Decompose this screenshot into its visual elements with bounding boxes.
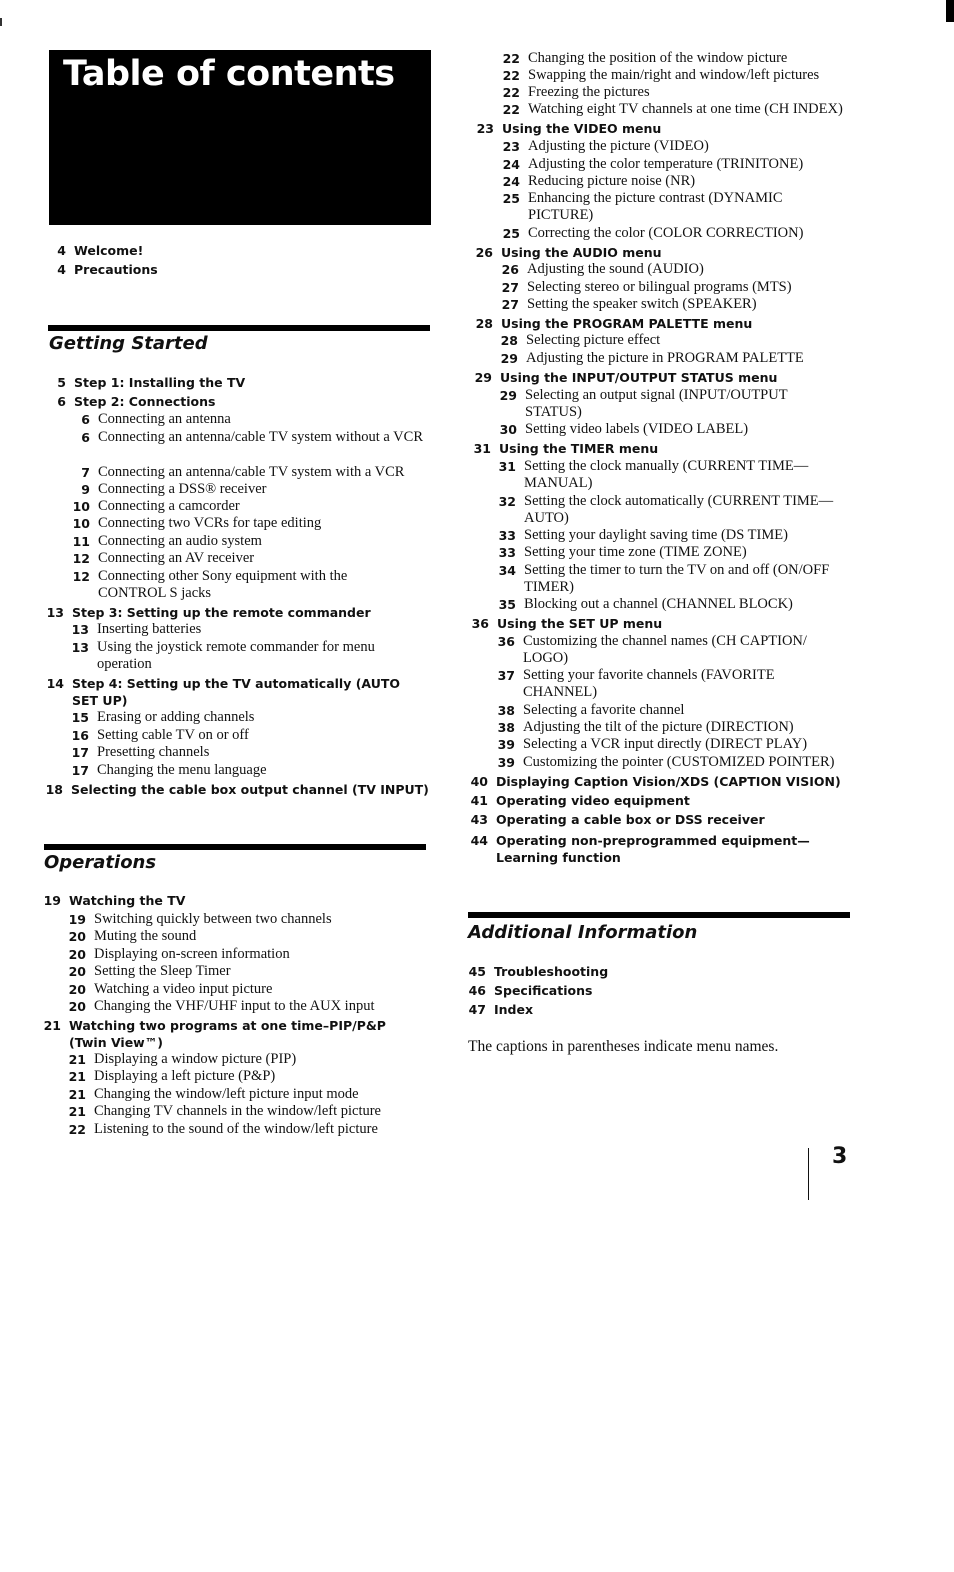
toc-entry (71, 727, 427, 744)
heading-operations: Operations (44, 852, 157, 873)
toc-entry-text: Freezing the pictures (528, 84, 650, 100)
toc-entry (502, 101, 868, 118)
toc-entry (71, 744, 427, 761)
toc-entry-text: Displaying on-screen information (94, 946, 290, 962)
toc-entry (81, 481, 428, 498)
toc-entry-text: Setting the speaker switch (SPEAKER) (527, 296, 757, 312)
toc-page-number: 6 (81, 430, 90, 445)
toc-page-number: 6 (81, 412, 90, 427)
toc-page-number: 45 (468, 964, 486, 979)
toc-section-entry (57, 242, 434, 259)
toc-page-number: 23 (502, 139, 520, 154)
toc-entry (71, 639, 402, 673)
toc-page-number: 19 (43, 893, 61, 908)
toc-entry (501, 296, 857, 313)
toc-entry (72, 568, 373, 602)
toc-page-number: 14 (46, 676, 64, 691)
toc-entry-text: Operating non-preprogrammed equipment—Learning function (496, 833, 810, 865)
toc-entry-text: Switching quickly between two channels (94, 911, 332, 927)
toc-entry-text: Connecting an AV receiver (98, 550, 255, 566)
toc-page-number: 4 (57, 262, 66, 277)
toc-page-number: 20 (68, 964, 86, 979)
toc-entry-text: Watching the TV (69, 893, 186, 908)
toc-page-number: 11 (72, 534, 90, 549)
toc-section-entry (468, 963, 854, 980)
toc-entry-text: Displaying a left picture (P&P) (94, 1068, 276, 1084)
toc-entry-text: Enhancing the picture contrast (DYNAMIC PICTURE) (528, 190, 783, 223)
toc-entry (72, 498, 428, 515)
toc-page-number: 39 (497, 737, 515, 752)
toc-section-entry (57, 393, 434, 410)
toc-entry-text: Using the INPUT/OUTPUT STATUS menu (500, 370, 778, 385)
toc-entry-text: Customizing the pointer (CUSTOMIZED POINTER) (523, 754, 835, 770)
toc-entry (502, 138, 858, 155)
toc-page-number: 9 (81, 482, 90, 497)
toc-page-number: 21 (68, 1069, 86, 1084)
toc-entry (81, 411, 428, 428)
toc-entry-text: Connecting other Sony equipment with the CONTROL S jacks (98, 568, 348, 601)
toc-section-entry (476, 120, 862, 137)
toc-section-entry (474, 369, 860, 386)
toc-page-number: 6 (57, 394, 66, 409)
toc-page-number: 16 (71, 728, 89, 743)
toc-entry-text: Selecting a VCR input directly (DIRECT PLAY) (523, 736, 808, 752)
toc-entry (501, 279, 857, 296)
toc-entry (497, 702, 853, 719)
toc-entry (68, 1086, 424, 1103)
toc-entry-text: Connecting an antenna (98, 411, 231, 427)
toc-page-number: 34 (498, 563, 516, 578)
toc-section-entry (46, 675, 414, 709)
toc-page-number: 21 (43, 1018, 61, 1033)
toc-page-number: 37 (497, 668, 515, 683)
toc-entry (502, 50, 858, 67)
toc-entry (501, 261, 857, 278)
toc-page-number: 30 (499, 422, 517, 437)
toc-page-number: 13 (71, 640, 89, 655)
toc-page-number: 10 (72, 499, 90, 514)
page-number-rule (808, 1148, 809, 1200)
toc-entry-text: Watching a video input picture (94, 981, 273, 997)
toc-section-entry (470, 832, 856, 866)
toc-entry (72, 533, 428, 550)
toc-entry-text: Using the SET UP menu (497, 616, 663, 631)
toc-section-entry (470, 773, 856, 790)
toc-page-number: 20 (68, 929, 86, 944)
toc-entry (68, 1121, 424, 1138)
toc-entry-text: Changing TV channels in the window/left picture (94, 1103, 381, 1119)
toc-page-number: 4 (57, 243, 66, 258)
section-rule-additional-information (468, 912, 850, 918)
toc-entry-text: Setting the clock manually (CURRENT TIME— MANUAL) (524, 458, 809, 491)
toc-entry-text: Using the AUDIO menu (501, 245, 662, 260)
toc-entry (502, 173, 858, 190)
toc-page-number: 12 (72, 551, 90, 566)
toc-entry-text: Watching two programs at one time–PIP/P&P (Twin View™) (69, 1018, 386, 1050)
toc-entry-text: Displaying Caption Vision/XDS (CAPTION VISION) (496, 774, 841, 789)
toc-page-number: 22 (68, 1122, 86, 1137)
toc-page-number: 29 (499, 388, 517, 403)
toc-entry-text: Setting the timer to turn the TV on and off (ON/OFF TIMER) (524, 562, 830, 595)
page-number: 3 (832, 1144, 848, 1169)
toc-entry (497, 633, 838, 667)
toc-entry-text: Operating a cable box or DSS receiver (496, 812, 765, 827)
toc-entry-text: Using the joystick remote commander for menu operation (97, 639, 375, 672)
toc-page-number: 15 (71, 710, 89, 725)
toc-entry-text: Setting video labels (VIDEO LABEL) (525, 421, 749, 437)
toc-entry (68, 946, 424, 963)
toc-section-entry (43, 892, 429, 909)
toc-entry-text: Selecting picture effect (526, 332, 661, 348)
toc-entry-text: Welcome! (74, 243, 144, 258)
toc-entry (497, 719, 853, 736)
footnote: The captions in parentheses indicate menu names. (468, 1038, 779, 1055)
toc-page-number: 25 (502, 226, 520, 241)
toc-entry-text: Using the VIDEO menu (502, 121, 662, 136)
toc-entry (502, 67, 858, 84)
toc-section-entry (470, 792, 856, 809)
toc-page-number: 21 (68, 1104, 86, 1119)
toc-entry-text: Connecting an audio system (98, 533, 262, 549)
toc-entry (502, 84, 858, 101)
toc-entry-text: Index (494, 1002, 534, 1017)
toc-entry (498, 458, 834, 492)
toc-page-number: 29 (500, 351, 518, 366)
toc-page-number: 21 (68, 1087, 86, 1102)
toc-entry-text: Step 1: Installing the TV (74, 375, 246, 390)
toc-page-number: 46 (468, 983, 486, 998)
toc-entry-text: Step 3: Setting up the remote commander (72, 605, 371, 620)
toc-page-number: 33 (498, 528, 516, 543)
toc-entry-text: Connecting an antenna/cable TV system without a VCR (98, 429, 423, 445)
heading-additional-information: Additional Information (468, 922, 698, 943)
toc-page-number: 39 (497, 755, 515, 770)
toc-entry-text: Blocking out a channel (CHANNEL BLOCK) (524, 596, 793, 612)
toc-page-number: 19 (68, 912, 86, 927)
toc-page-number: 44 (470, 833, 488, 848)
toc-entry-text: Correcting the color (COLOR CORRECTION) (528, 225, 804, 241)
toc-page-number: 36 (497, 634, 515, 649)
toc-page-number: 31 (498, 459, 516, 474)
toc-entry-text: Operating video equipment (496, 793, 690, 808)
toc-section-entry (468, 1001, 854, 1018)
toc-page-number: 32 (498, 494, 516, 509)
toc-page-number: 13 (46, 605, 64, 620)
edge-tick (0, 18, 2, 26)
toc-entry (71, 621, 427, 638)
toc-entry-text: Selecting the cable box output channel (TV INPUT) (71, 782, 429, 797)
toc-section-entry (57, 374, 434, 391)
section-rule-operations (44, 844, 426, 850)
toc-entry-text: Step 4: Setting up the TV automatically (AUTO SET UP) (72, 676, 401, 708)
toc-page-number: 7 (81, 465, 90, 480)
toc-entry-text: Adjusting the color temperature (TRINITONE) (528, 156, 804, 172)
toc-entry (498, 493, 854, 527)
toc-page-number: 20 (68, 947, 86, 962)
toc-section-entry (475, 315, 861, 332)
toc-page-number: 26 (475, 245, 493, 260)
toc-entry-text: Muting the sound (94, 928, 197, 944)
toc-entry-text: Adjusting the sound (AUDIO) (527, 261, 704, 277)
toc-entry-text: Erasing or adding channels (97, 709, 255, 725)
toc-section-entry (473, 440, 859, 457)
toc-page-number: 13 (71, 622, 89, 637)
section-rule-getting-started (48, 325, 430, 331)
toc-entry-text: Inserting batteries (97, 621, 202, 637)
toc-entry-text: Swapping the main/right and window/left pictures (528, 67, 820, 83)
toc-entry (502, 156, 858, 173)
toc-entry-text: Using the PROGRAM PALETTE menu (501, 316, 753, 331)
toc-entry (68, 998, 424, 1015)
toc-entry (81, 429, 428, 446)
toc-entry-text: Setting your daylight saving time (DS TIME) (524, 527, 788, 543)
toc-entry-text: Adjusting the picture in PROGRAM PALETTE (526, 350, 804, 366)
toc-page-number: 25 (502, 191, 520, 206)
toc-page-number: 21 (68, 1052, 86, 1067)
toc-page-number: 20 (68, 999, 86, 1014)
toc-page-number: 17 (71, 763, 89, 778)
toc-entry-text: Setting your time zone (TIME ZONE) (524, 544, 747, 560)
toc-entry (81, 464, 438, 481)
toc-entry (502, 225, 858, 242)
toc-entry-text: Selecting stereo or bilingual programs (MTS) (527, 279, 792, 295)
toc-entry (68, 963, 424, 980)
toc-entry (68, 981, 424, 998)
toc-entry-text: Selecting an output signal (INPUT/OUTPUT STATUS) (525, 387, 788, 420)
toc-page-number: 31 (473, 441, 491, 456)
toc-entry-text: Changing the window/left picture input mode (94, 1086, 359, 1102)
toc-page-number: 24 (502, 157, 520, 172)
toc-page-number: 27 (501, 280, 519, 295)
toc-page-number: 17 (71, 745, 89, 760)
toc-entry (68, 928, 424, 945)
toc-page-number: 43 (470, 812, 488, 827)
toc-section-entry (45, 781, 431, 798)
toc-section-entry (46, 604, 432, 621)
toc-page-number: 24 (502, 174, 520, 189)
toc-entry (500, 350, 856, 367)
toc-entry (498, 562, 854, 596)
toc-entry-text: Setting your favorite channels (FAVORITE CHANNEL) (523, 667, 775, 700)
toc-entry (72, 515, 428, 532)
toc-page-number: 38 (497, 720, 515, 735)
toc-entry (497, 736, 853, 753)
toc-entry (68, 1103, 424, 1120)
toc-entry-text: Setting cable TV on or off (97, 727, 249, 743)
toc-entry (498, 544, 854, 561)
toc-page-number: 28 (475, 316, 493, 331)
toc-page-number: 5 (57, 375, 66, 390)
toc-entry-text: Specifications (494, 983, 593, 998)
toc-entry-text: Setting the Sleep Timer (94, 963, 231, 979)
toc-entry-text: Displaying a window picture (PIP) (94, 1051, 297, 1067)
heading-getting-started: Getting Started (49, 333, 208, 354)
corner-mark (946, 0, 954, 22)
toc-entry-text: Selecting a favorite channel (523, 702, 685, 718)
toc-entry (68, 911, 424, 928)
toc-page-number: 10 (72, 516, 90, 531)
page-title: Table of contents (63, 54, 395, 94)
toc-section-entry (43, 1017, 414, 1051)
toc-page-number: 29 (474, 370, 492, 385)
toc-entry-text: Adjusting the tilt of the picture (DIRECTION) (523, 719, 794, 735)
toc-entry-text: Reducing picture noise (NR) (528, 173, 696, 189)
toc-page-number: 40 (470, 774, 488, 789)
toc-entry-text: Listening to the sound of the window/left picture (94, 1121, 378, 1137)
toc-entry-text: Connecting an antenna/cable TV system with a VCR (98, 464, 405, 480)
toc-page-number: 22 (502, 102, 520, 117)
toc-entry (497, 667, 813, 701)
toc-entry-text: Connecting two VCRs for tape editing (98, 515, 322, 531)
toc-entry (68, 1051, 424, 1068)
toc-entry-text: Presetting channels (97, 744, 210, 760)
toc-page-number: 33 (498, 545, 516, 560)
toc-section-entry (57, 261, 434, 278)
toc-section-entry (471, 615, 857, 632)
toc-entry-text: Step 2: Connections (74, 394, 216, 409)
toc-entry-text: Adjusting the picture (VIDEO) (528, 138, 709, 154)
toc-page-number: 22 (502, 51, 520, 66)
toc-section-entry (470, 811, 856, 828)
toc-entry-text: Changing the menu language (97, 762, 267, 778)
toc-entry (500, 332, 856, 349)
toc-page-number: 12 (72, 569, 90, 584)
toc-page-number: 47 (468, 1002, 486, 1017)
toc-entry-text: Precautions (74, 262, 158, 277)
toc-page-number: 22 (502, 68, 520, 83)
toc-entry (72, 550, 428, 567)
toc-entry (498, 527, 854, 544)
toc-entry (497, 754, 853, 771)
toc-page-number: 22 (502, 85, 520, 100)
toc-section-entry (468, 982, 854, 999)
toc-entry-text: Changing the VHF/UHF input to the AUX input (94, 998, 375, 1014)
toc-entry (71, 762, 427, 779)
toc-entry-text: Connecting a DSS® receiver (98, 481, 267, 497)
toc-page-number: 27 (501, 297, 519, 312)
toc-entry-text: Setting the clock automatically (CURRENT TIME— AUTO) (524, 493, 834, 526)
toc-entry-text: Connecting a camcorder (98, 498, 240, 514)
toc-entry (499, 387, 825, 421)
toc-entry (71, 709, 427, 726)
toc-entry (502, 190, 818, 224)
toc-entry-text: Customizing the channel names (CH CAPTION/ LOGO) (523, 633, 807, 666)
toc-page-number: 20 (68, 982, 86, 997)
toc-page-number: 18 (45, 782, 63, 797)
toc-page-number: 35 (498, 597, 516, 612)
toc-page-number: 41 (470, 793, 488, 808)
toc-page-number: 26 (501, 262, 519, 277)
toc-entry-text: Watching eight TV channels at one time (CH INDEX) (528, 101, 843, 117)
toc-section-entry (475, 244, 861, 261)
toc-page-number: 23 (476, 121, 494, 136)
toc-page-number: 36 (471, 616, 489, 631)
toc-entry (498, 596, 854, 613)
toc-entry (68, 1068, 424, 1085)
title-banner (49, 50, 431, 225)
toc-page-number: 28 (500, 333, 518, 348)
toc-entry-text: Troubleshooting (494, 964, 609, 979)
toc-entry (499, 421, 855, 438)
toc-page-number: 38 (497, 703, 515, 718)
toc-entry-text: Changing the position of the window picture (528, 50, 788, 66)
toc-entry-text: Using the TIMER menu (499, 441, 659, 456)
